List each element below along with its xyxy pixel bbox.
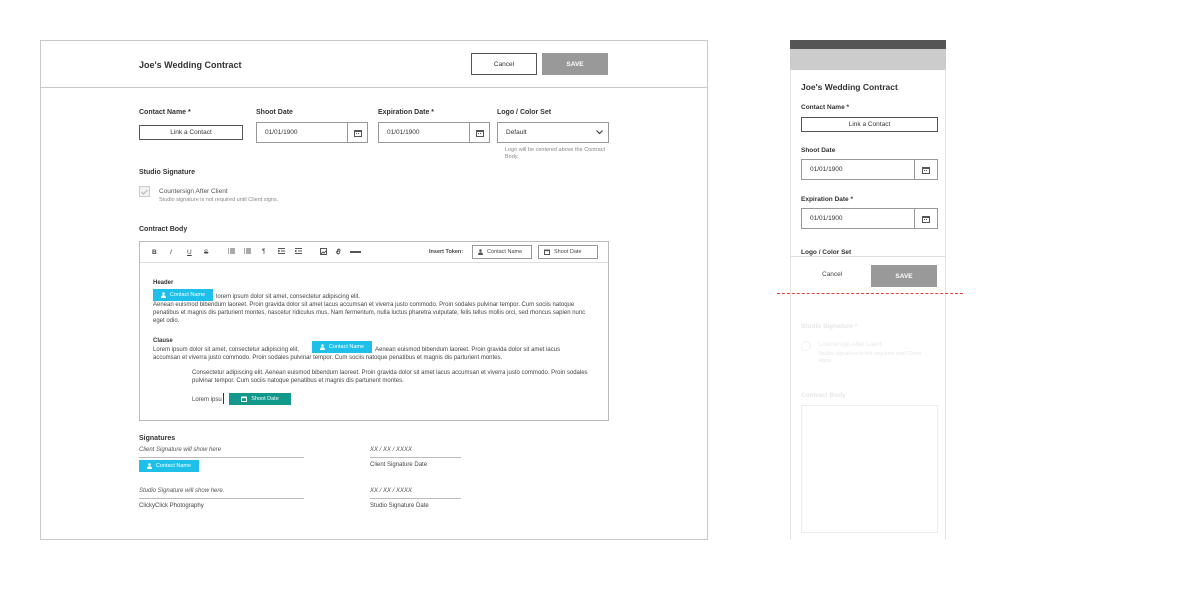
studio-date-placeholder: XX / XX / XXXX [370,488,461,499]
mobile-shoot-date-value: 01/01/1900 [810,166,843,173]
header-paragraph: Aenean euismod bibendum laoreet. Proin gravida dolor sit amet lacus accumsan et viverra justo commodo. Proin sodales pulvinar tempor. Cum sociis natoque penatibus et magnis dis parturient montes, nascetur ridiculus mus. Nam fermentum, nulla luctus pharetra vulputate, felis tellus mollis orci, sed rhoncus sapien nunc eget odio. [153,302,586,324]
studio-signature-placeholder: Studio Signature will show here. [139,488,304,499]
clause-line1-post: Aenean euismod bibendum laoreet. Proin gravida dolor sit amet lacus [375,347,561,353]
expiration-date-value: 01/01/1900 [387,129,420,136]
expiration-date-label: Expiration Date * [378,109,435,116]
client-date-label: Client Signature Date [370,462,428,468]
bold-button[interactable]: B [152,249,157,256]
client-signature-placeholder: Client Signature will show here [139,447,304,458]
mobile-shoot-date-input[interactable] [801,159,938,180]
client-contact-token-label: Contact Name [155,463,192,469]
chevron-down-icon [590,130,608,135]
mobile-faded-body-label: Contract Body [801,392,846,399]
page-title: Joe's Wedding Contract [139,60,242,70]
contract-body-label: Contract Body [139,226,188,233]
form-header [41,41,707,88]
logo-color-set-select[interactable] [497,122,609,143]
mobile-logo-label: Logo / Color Set [801,249,852,256]
link-contact-button[interactable]: Link a Contact [139,125,243,140]
countersign-checkbox[interactable] [139,186,150,197]
underline-button[interactable]: U [187,249,192,256]
editor-toolbar [140,242,608,263]
mobile-status-bar [790,40,946,49]
header-line1-text: lorem ipsum dolor sit amet, consectetur adipiscing elit. [216,294,361,300]
contact-name-token[interactable] [153,289,213,301]
client-contact-token [139,460,199,472]
expiration-date-input[interactable] [378,122,490,143]
mobile-shoot-label: Shoot Date [801,147,836,154]
contact-name-token-label: Contact Name [328,344,365,350]
mobile-link-contact-button[interactable]: Link a Contact [801,117,938,132]
calendar-icon [544,249,550,255]
mobile-expiration-label: Expiration Date * [801,196,854,203]
cancel-button[interactable]: Cancel [471,53,537,75]
shoot-date-value: 01/01/1900 [265,129,298,136]
logo-helper-text: Logo will be centered above the Contract Body. [505,147,605,160]
clause-line2-text: accumsan et viverra justo commodo. Proin sodales pulvinar tempor. Cum sociis natoque penatibus et magnis dis parturient montes. [153,355,503,361]
save-button[interactable]: SAVE [542,53,608,75]
indent-icon[interactable] [278,248,285,256]
calendar-icon[interactable] [914,160,937,179]
mobile-expiration-date-input[interactable] [801,208,938,229]
bullet-list-icon[interactable] [228,248,235,256]
italic-button[interactable]: I [170,249,172,256]
mobile-faded-checkbox [801,341,811,351]
person-icon [320,344,325,350]
mobile-contact-label: Contact Name * [801,104,850,111]
desktop-contract-form [40,40,708,540]
image-icon[interactable] [320,248,327,257]
mobile-cancel-button[interactable]: Cancel [822,271,843,278]
fold-line [777,293,963,294]
signatures-label: Signatures [139,435,176,442]
client-date-placeholder: XX / XX / XXXX [370,447,461,458]
logo-color-set-label: Logo / Color Set [497,109,552,116]
contact-name-token-label: Contact Name [169,292,206,298]
person-icon [478,249,483,255]
contact-name-label: Contact Name * [139,109,191,116]
shoot-date-label: Shoot Date [256,109,293,116]
mobile-faded-checkbox-label: Countersign After Client [818,342,882,348]
mobile-expiration-date-value: 01/01/1900 [810,215,843,222]
insert-shoot-token-button[interactable] [538,245,598,259]
person-icon [161,292,166,298]
calendar-icon [241,396,247,402]
paragraph-icon[interactable]: ¶ [262,248,266,255]
shoot-date-input[interactable] [256,122,368,143]
person-icon [147,463,152,469]
mobile-contract-form [790,40,946,540]
clause-section-title: Clause [153,338,173,344]
shoot-date-token-label: Shoot Date [251,396,279,402]
shoot-date-token[interactable] [229,393,291,405]
studio-date-label: Studio Signature Date [370,503,429,509]
insert-contact-token-button[interactable] [472,245,532,259]
calendar-icon[interactable] [914,209,937,228]
text-cursor [223,393,224,404]
countersign-label: Countersign After Client [159,188,228,195]
countersign-helper: Studio signature is not required until Client signs. [159,197,279,203]
mobile-save-button[interactable]: SAVE [871,265,937,287]
contract-body-editor[interactable] [139,241,609,421]
studio-signature-label: Studio Signature [139,169,195,176]
studio-name: ClickyClick Photography [139,503,204,509]
mobile-faded-body-box [801,405,938,533]
outdent-icon[interactable] [295,248,302,256]
numbered-list-icon[interactable] [244,248,251,256]
link-icon[interactable] [335,248,342,257]
insert-token-label: Insert Token: [429,249,464,255]
calendar-icon[interactable] [469,123,489,142]
mobile-page-title: Joe's Wedding Contract [801,82,898,92]
insert-shoot-token-label: Shoot Date [554,249,582,255]
mobile-faded-checkbox-helper: Studio signature is not required until Client signs. [818,351,922,364]
clause-line1-text: Lorem ipsum dolor sit amet, consectetur adipiscing elit. [153,347,300,353]
header-section-title: Header [153,280,174,286]
mobile-faded-studio-label: Studio Signature * [801,323,858,330]
calendar-icon[interactable] [347,123,367,142]
horizontal-rule-icon[interactable] [350,251,361,253]
strikethrough-button[interactable]: S [204,249,209,256]
logo-color-set-value: Default [506,129,527,136]
mobile-nav-bar [790,49,946,70]
checkbox-icon [141,189,148,195]
insert-contact-token-label: Contact Name [487,249,523,255]
contact-name-token[interactable] [312,341,372,353]
mobile-action-bar [791,256,945,294]
indented-paragraph: Consectetur adipiscing elit. Aenean euismod bibendum laoreet. Proin gravida dolor sit amet lacus accumsan et viverra justo commodo. Proin sodales pulvinar tempor. Cum sociis natoque penatibus et magnis dis parturient montes. [192,370,588,384]
indented-line-text: Lorem ipsu [192,397,222,403]
